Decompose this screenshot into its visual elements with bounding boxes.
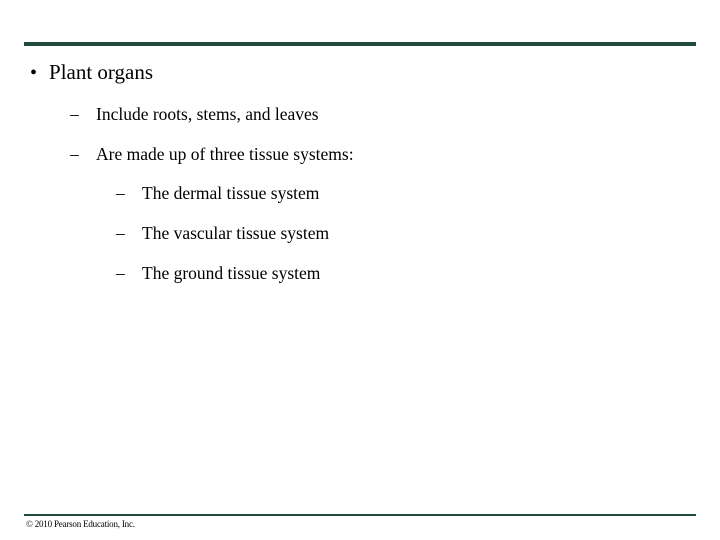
tissue-item-dermal — [116, 183, 319, 204]
bottom-divider — [24, 514, 696, 516]
tissue-item-text: The vascular tissue system — [142, 223, 330, 243]
dash-icon: – — [70, 104, 79, 124]
sub-item-text: Are made up of three tissue systems: — [96, 144, 354, 164]
heading-text: Plant organs — [49, 60, 154, 84]
copyright-notice: © 2010 Pearson Education, Inc. — [26, 519, 135, 529]
dash-icon: – — [116, 263, 125, 283]
sub-item-text: Include roots, stems, and leaves — [96, 104, 319, 124]
dash-icon: – — [116, 223, 125, 243]
bullet-icon: • — [30, 62, 38, 84]
tissue-item-text: The ground tissue system — [142, 263, 321, 283]
sub-item-roots-stems-leaves — [70, 104, 319, 125]
tissue-item-text: The dermal tissue system — [142, 183, 320, 203]
tissue-item-vascular — [116, 223, 329, 244]
dash-icon: – — [70, 144, 79, 164]
tissue-item-ground — [116, 263, 320, 284]
dash-icon: – — [116, 183, 125, 203]
sub-item-tissue-systems — [70, 144, 354, 165]
top-divider — [24, 42, 696, 46]
bullet-plant-organs — [30, 60, 153, 85]
